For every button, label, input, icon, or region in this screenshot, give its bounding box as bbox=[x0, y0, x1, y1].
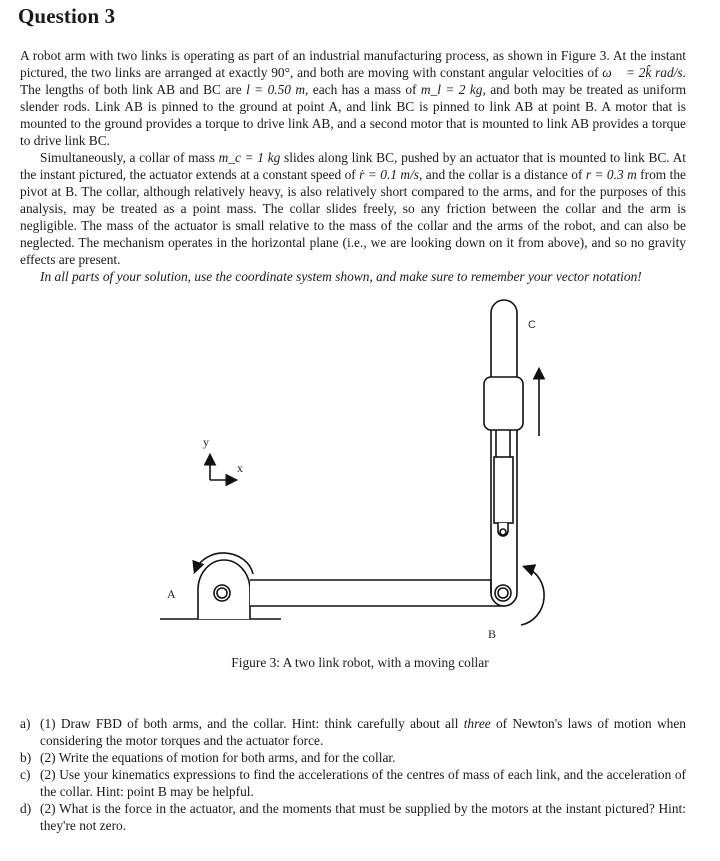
label-y: y bbox=[203, 435, 209, 449]
text: , and the collar is a distance of bbox=[419, 167, 586, 182]
label-b: B bbox=[488, 627, 497, 640]
paragraph-collar bbox=[20, 149, 686, 268]
text: , each has a mass of bbox=[305, 82, 421, 97]
question-c bbox=[20, 766, 686, 800]
link-ab bbox=[250, 580, 516, 606]
figure-two-link-robot bbox=[0, 290, 720, 640]
label-c: C bbox=[528, 319, 536, 331]
question-text: of Newton's laws of motion when considering the motor torques and the actuator force. bbox=[40, 716, 686, 748]
question-label: b) bbox=[20, 750, 32, 765]
angular-velocity: ω⃗ = 2k̂ rad/s bbox=[602, 65, 683, 80]
actuator-speed: ṙ = 0.1 m/s bbox=[359, 167, 420, 182]
question-text: (2) Write the equations of motion for both arms, and for the collar. bbox=[40, 750, 396, 765]
collar bbox=[484, 377, 523, 430]
text: A robot arm with two links is operating as part of an industrial manufacturing process, as shown in Figure 3. At the instant pictured, the two links are arranged at exactly 90°, and both are moving with constant angular velocities of bbox=[20, 48, 686, 80]
question-label: c) bbox=[20, 767, 31, 782]
question-title: Question 3 bbox=[18, 4, 116, 28]
text: slides along link BC, pushed by an actuator that is mounted to link BC. At the instant pictured, the actuator extends at a constant speed of bbox=[20, 150, 686, 182]
label-a: A bbox=[167, 587, 176, 601]
question-a bbox=[20, 715, 686, 749]
paragraph-robot-arm bbox=[20, 47, 686, 149]
figure-caption: Figure 3: A two link robot, with a moving collar bbox=[231, 655, 489, 670]
collar-distance: r = 0.3 m bbox=[585, 167, 637, 182]
question-text: (1) Draw FBD of both arms, and the collar. Hint: think carefully about all bbox=[40, 716, 464, 731]
text: . The lengths of both link AB and BC are bbox=[20, 65, 686, 97]
text: from the pivot at B. The collar, although relatively heavy, is also relatively short compared to the arms, and for the purposes of this analysis, may be treated as a point mass. The collar slides freely, so any friction between the collar and the arm is negligible. The mass of the actuator is small relative to the mass of the collar and the arms of the robot, and can also be neglected. The mechanism operates in the horizontal plane (i.e., we are looking down on it from above), and so no gravity effects are present. bbox=[20, 167, 686, 267]
question-text: (2) What is the force in the actuator, and the moments that must be supplied by the motors at the instant pictured? Hint: they're not zero. bbox=[40, 801, 686, 833]
question-label: d) bbox=[20, 801, 32, 816]
link-mass: m_l = 2 kg bbox=[420, 82, 483, 97]
motor-base-housing bbox=[198, 560, 250, 619]
question-label: a) bbox=[20, 716, 31, 731]
link-length: l = 0.50 m bbox=[246, 82, 306, 97]
question-b bbox=[20, 749, 686, 766]
link-bc bbox=[491, 300, 517, 606]
question-list bbox=[20, 715, 686, 834]
text: Simultaneously, a collar of mass bbox=[40, 150, 219, 165]
question-text: (2) Use your kinematics expressions to find the accelerations of the centres of mass of each link, and the acceleration of the collar. Hint: point B may be helpful. bbox=[40, 767, 686, 799]
torque-arrow-b-icon bbox=[521, 567, 544, 625]
label-x: x bbox=[237, 461, 243, 475]
paragraph-instructions: In all parts of your solution, use the coordinate system shown, and make sure to remember your vector notation! bbox=[40, 269, 642, 284]
text: , and both may be treated as uniform slender rods. Link AB is pinned to the ground at point A, and link BC is pinned to link AB at point B. A motor that is mounted to the ground provides a torque to drive link AB, and a second motor that is mounted to link AB provides a torque to drive link BC. bbox=[20, 82, 686, 148]
actuator-body bbox=[494, 457, 513, 523]
emphasis: three bbox=[463, 716, 491, 731]
question-d bbox=[20, 800, 686, 834]
problem-statement bbox=[20, 47, 686, 285]
coordinate-axes-icon bbox=[210, 456, 235, 480]
collar-mass: m_c = 1 kg bbox=[218, 150, 281, 165]
